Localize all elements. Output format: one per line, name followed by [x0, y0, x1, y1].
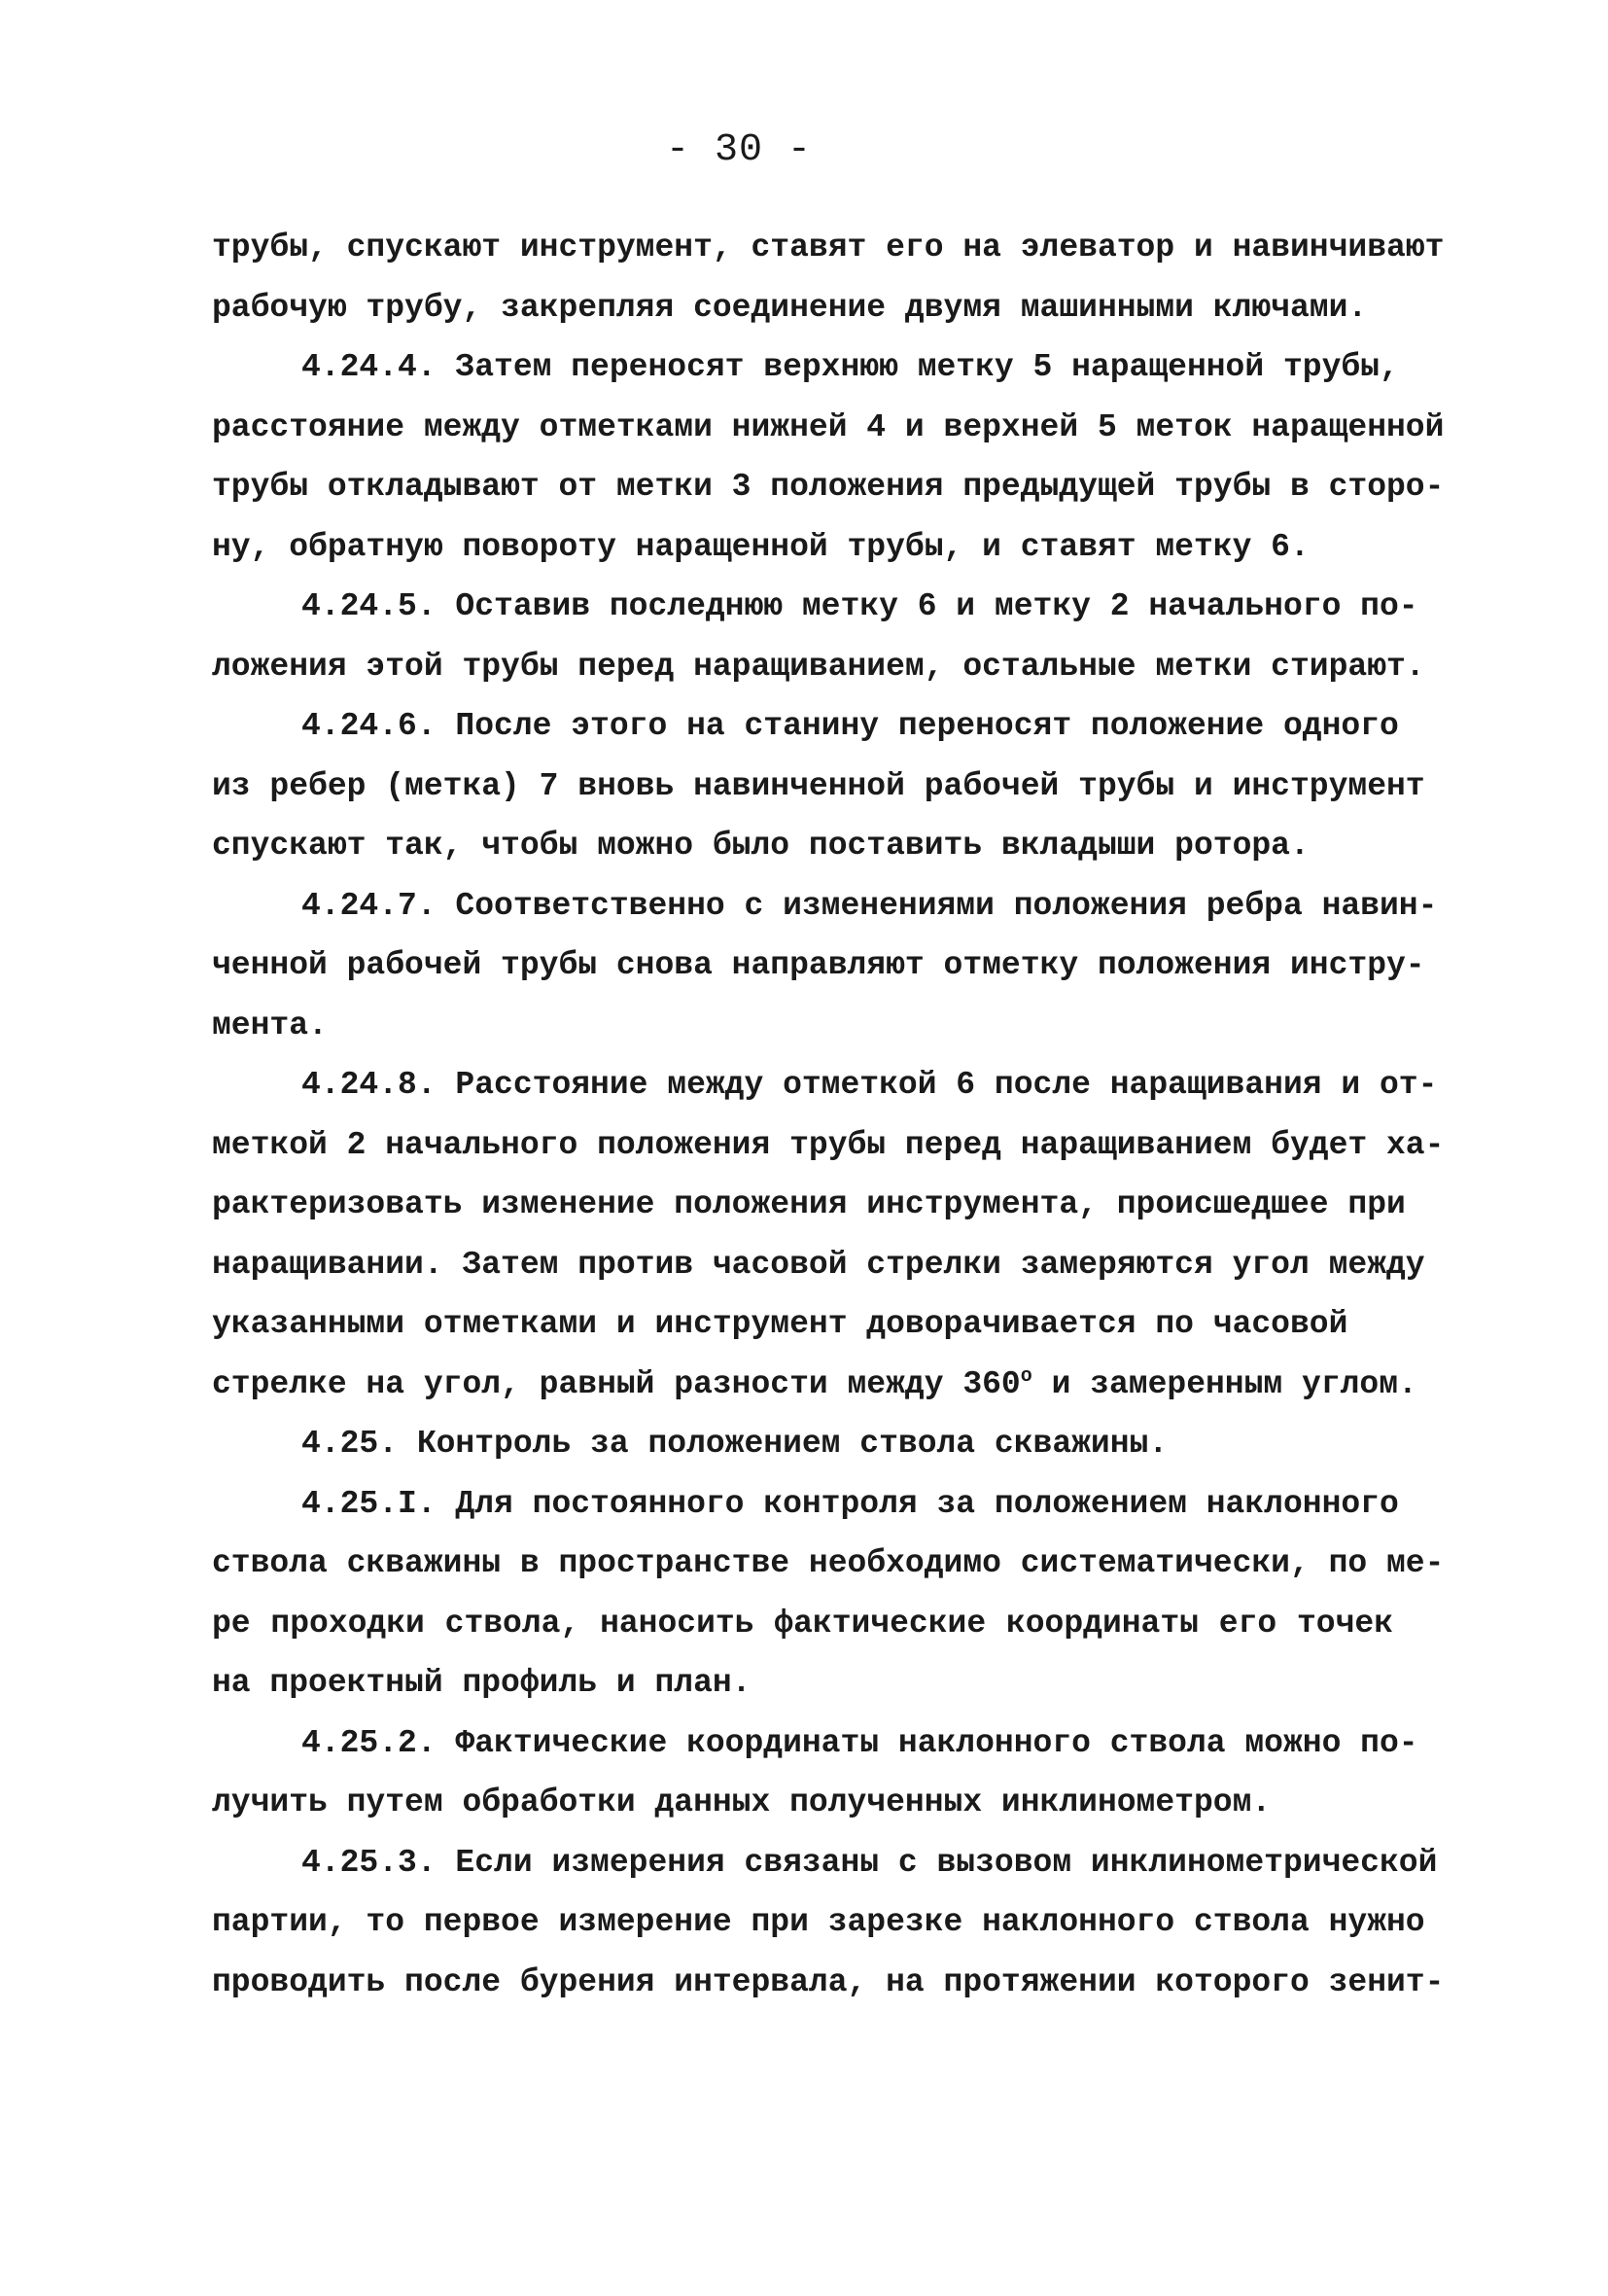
section-4-25-heading: 4.25. Контроль за положением ствола скважины. — [301, 1426, 1169, 1462]
paragraph-4-24-5-line: 4.24.5. Оставив последнюю метку 6 и метку 2 начального по- — [301, 588, 1418, 624]
text-line: ствола скважины в пространстве необходимо систематически, по ме- — [212, 1545, 1445, 1581]
text-line: рактеризовать изменение положения инструмента, происшедшее при — [212, 1186, 1406, 1222]
text-fragment: стрелке на угол, равный разности между 360 — [212, 1365, 1021, 1402]
text-line: ре проходки ствола, наносить фактические координаты его точек — [212, 1605, 1393, 1642]
page-number: - 30 - — [665, 128, 813, 172]
text-line: указанными отметками и инструмент доворачивается по часовой — [212, 1306, 1348, 1342]
paragraph-4-25-1-line: 4.25.I. Для постоянного контроля за положением наклонного — [301, 1485, 1399, 1522]
text-line: мента. — [212, 1007, 328, 1043]
text-line: партии, то первое измерение при зарезке наклонного ствола нужно — [212, 1904, 1425, 1940]
text-line: расстояние между отметками нижней 4 и верхней 5 меток наращенной — [212, 408, 1445, 445]
paragraph-4-25-2-line: 4.25.2. Фактические координаты наклонного ствола можно по- — [301, 1724, 1418, 1761]
text-line: рабочую трубу, закрепляя соединение двумя машинными ключами. — [212, 289, 1368, 326]
degree-superscript: о — [1020, 1364, 1032, 1388]
text-line: на проектный профиль и план. — [212, 1665, 752, 1701]
text-line: ченной рабочей трубы снова направляют отметку положения инстру- — [212, 947, 1425, 983]
text-line: лучить путем обработки данных полученных инклинометром. — [212, 1784, 1272, 1820]
text-line: трубы откладывают от метки 3 положения предыдущей трубы в сторо- — [212, 469, 1445, 505]
text-fragment: и замеренным углом. — [1031, 1365, 1417, 1402]
body-text — [212, 218, 1445, 2012]
paragraph-4-24-7-line: 4.24.7. Соответственно с изменениями положения ребра навин- — [301, 887, 1438, 924]
text-line: меткой 2 начального положения трубы перед наращиванием будет ха- — [212, 1126, 1445, 1163]
text-line: ну, обратную повороту наращенной трубы, и ставят метку 6. — [212, 528, 1310, 565]
text-line: из ребер (метка) 7 вновь навинченной рабочей трубы и инструмент — [212, 767, 1425, 804]
text-line: проводить после бурения интервала, на протяжении которого зенит- — [212, 1963, 1445, 2000]
text-line: наращивании. Затем против часовой стрелки замеряются угол между — [212, 1246, 1425, 1283]
paragraph-4-24-6-line: 4.24.6. После этого на станину переносят положение одного — [301, 708, 1399, 744]
paragraph-4-24-8-line: 4.24.8. Расстояние между отметкой 6 после наращивания и от- — [301, 1067, 1438, 1103]
text-line: трубы, спускают инструмент, ставят его на элеватор и навинчивают — [212, 230, 1445, 265]
text-line: ложения этой трубы перед наращиванием, остальные метки стирают. — [212, 648, 1425, 685]
paragraph-4-25-3-line: 4.25.3. Если измерения связаны с вызовом инклинометрической — [301, 1844, 1438, 1881]
text-line-with-degree — [212, 1355, 1417, 1415]
paragraph-4-24-4-line: 4.24.4. Затем переносят верхнюю метку 5 наращенной трубы, — [301, 349, 1399, 385]
text-line: спускают так, чтобы можно было поставить вкладыши ротора. — [212, 828, 1310, 864]
